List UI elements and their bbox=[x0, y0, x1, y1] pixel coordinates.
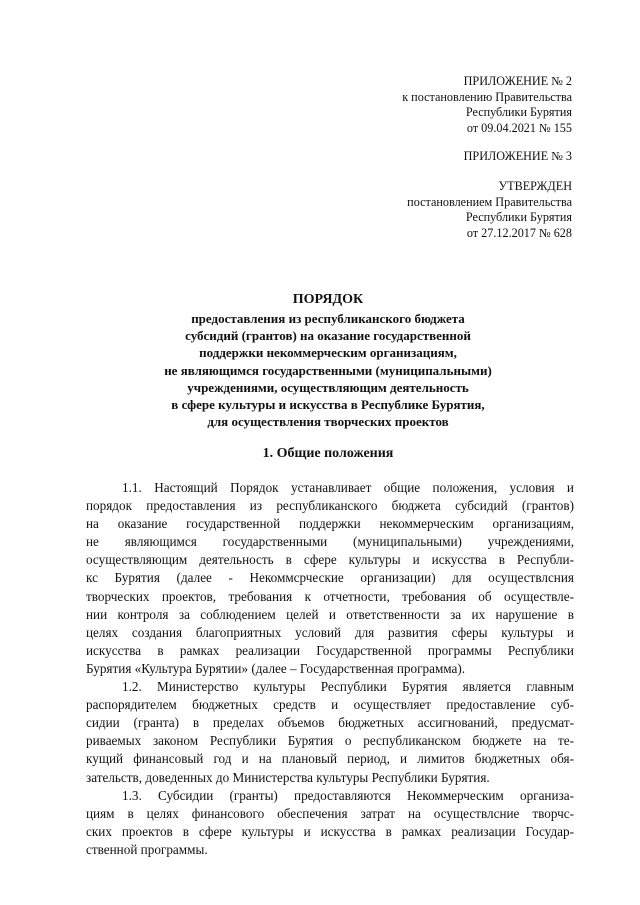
body-line: целях создания благоприятных условий для развития сферы культуры и bbox=[86, 624, 574, 640]
body-line: искусства в рамках реализации Государственной программы Республики bbox=[86, 642, 574, 658]
body-line: порядок предоставления из республиканского бюджета субсидий (грантов) bbox=[86, 498, 574, 514]
approved-title: УТВЕРЖДЕН bbox=[498, 179, 572, 193]
body-line: кущий финансовый год и на плановый период, и лимитов бюджетных обя- bbox=[86, 751, 574, 767]
title-line: поддержки некоммерческим организациям, bbox=[199, 345, 457, 361]
body-line: Бурятия «Культура Бурятии» (далее – Государственная программа). bbox=[86, 660, 466, 676]
body-line: риваемых законом Республики Бурятия о республиканском бюджете на те- bbox=[86, 733, 574, 749]
body-line: зательств, доведенных до Министерства культуры Республики Бурятия. bbox=[86, 769, 490, 785]
title-line: субсидий (грантов) на оказание государственной bbox=[185, 328, 471, 344]
appendix-2-title: ПРИЛОЖЕНИЕ № 2 bbox=[463, 74, 572, 88]
body-line: 1.3. Субсидии (гранты) предоставляются Некоммерческим организа- bbox=[122, 787, 574, 803]
body-line: нии контроля за соблюдением целей и ответственности за их нарушение в bbox=[86, 606, 574, 622]
body-line: не являющимся государственными (муниципальными) учреждениями, bbox=[86, 534, 574, 550]
title-line: предоставления из республиканского бюджета bbox=[191, 311, 465, 326]
appendix-3-block bbox=[464, 149, 572, 165]
approved-line-3: от 27.12.2017 № 628 bbox=[466, 225, 572, 240]
title-main: ПОРЯДОК bbox=[292, 292, 364, 307]
body-line: 1.2. Министерство культуры Республики Бурятия является главным bbox=[122, 679, 574, 695]
body-line: сидии (гранта) в пределах объемов бюджетных ассигнований, предусмат- bbox=[86, 715, 574, 731]
body-line: на оказание государственной поддержки некоммерческим организациям, bbox=[86, 516, 574, 532]
title-line: для осуществления творческих проектов bbox=[207, 414, 449, 430]
title-line: не являющимся государственными (муниципальными) bbox=[164, 362, 492, 378]
title-line: учреждениями, осуществляющим деятельность bbox=[187, 379, 469, 395]
body-line: 1.1. Настоящий Порядок устанавливает общие положения, условия и bbox=[122, 480, 574, 495]
approved-block bbox=[407, 179, 572, 241]
appendix-2-line-1: к постановлению Правительства bbox=[402, 89, 572, 104]
section-title: 1. Общие положения bbox=[262, 446, 394, 461]
body-line: распорядителем бюджетных средств и осуществляет предоставление суб- bbox=[86, 697, 574, 713]
title-line: в сфере культуры и искусства в Республике Бурятия, bbox=[171, 397, 485, 413]
appendix-3-title: ПРИЛОЖЕНИЕ № 3 bbox=[463, 149, 572, 163]
body-line: циям в целях финансового обеспечения затрат на осуществлсние творчс- bbox=[86, 805, 574, 821]
appendix-2-block bbox=[402, 74, 572, 136]
appendix-2-line-2: Республики Бурятия bbox=[465, 105, 572, 120]
appendix-2-line-3: от 09.04.2021 № 155 bbox=[466, 120, 572, 135]
body-line: ственной программы. bbox=[86, 841, 208, 857]
approved-line-1: постановлением Правительства bbox=[407, 194, 572, 209]
body-line: осуществляющим деятельность в сфере культуры и искусства в Республи- bbox=[86, 552, 574, 568]
body-line: ских проектов в сфере культуры и искусства в рамках реализации Государ- bbox=[86, 823, 574, 839]
approved-line-2: Республики Бурятия bbox=[465, 210, 572, 225]
document-title bbox=[68, 291, 588, 430]
body-text bbox=[86, 479, 574, 859]
body-line: творческих проектов, требования к отчетности, требования об осуществле- bbox=[86, 588, 574, 604]
body-line: кс Бурятия (далее - Некоммсрческие организации) для осуществлсния bbox=[86, 570, 574, 586]
